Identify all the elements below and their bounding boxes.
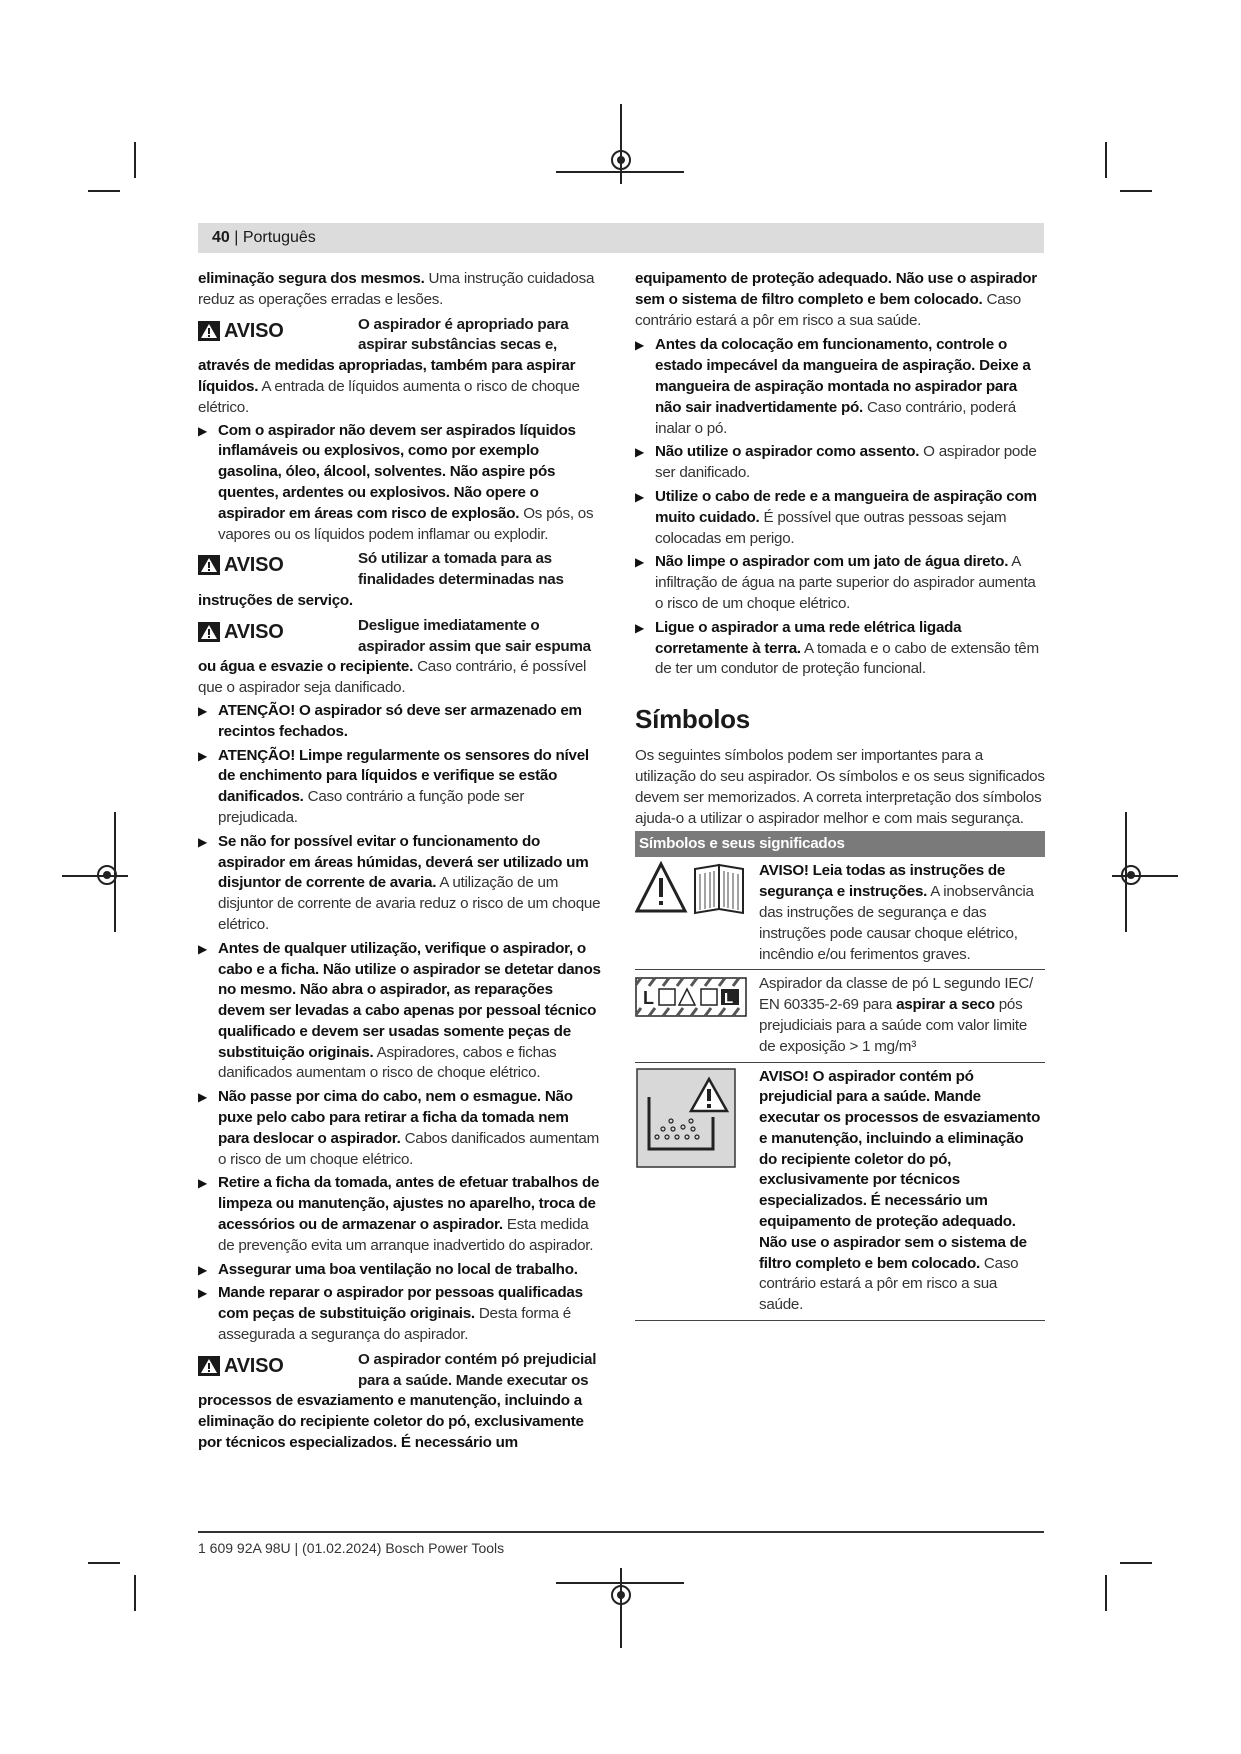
crop-mark bbox=[620, 1568, 622, 1648]
warning-block bbox=[198, 1350, 603, 1392]
warning-head: O aspirador é apropriado para aspirar substâncias secas e, bbox=[358, 315, 569, 354]
harmful-dust-container-icon bbox=[635, 1067, 759, 1317]
header-language: Português bbox=[242, 229, 316, 246]
warning-head: Só utilizar a tomada para as finalidades determinadas nas bbox=[358, 550, 564, 589]
bullet-item: ▶ Antes de qualquer utilização, verifique o aspirador, o cabo e a ficha. Não utilize o aspirador se detetar danos no mesmo. Não abra o aspirador, as reparações devem ser levadas a cabo apenas por pessoal técnico qualificado e devem ser usadas somente peças de substituição originais. Aspiradores, cabos e fichas danificados aumentam o risco de choque elétrico. bbox=[198, 939, 601, 1082]
warning-signal bbox=[198, 1354, 358, 1378]
bullet-item: ▶ Mande reparar o aspirador por pessoas qualificadas com peças de substituição originais. Desta forma é assegurada a segurança do aspirador. bbox=[198, 1284, 583, 1344]
table-row bbox=[635, 857, 1045, 970]
header-separator: | bbox=[229, 229, 243, 246]
row-text: AVISO! Leia todas as instruções de segurança e instruções. A inobservância das instruções de segurança e das instruções pode causar choque elétrico, incêndio e/ou ferimentos graves. bbox=[759, 862, 1034, 963]
page-header bbox=[198, 223, 1044, 253]
warning-signal bbox=[198, 553, 358, 577]
page-number: 40 bbox=[212, 229, 230, 246]
bullet-item: ▶ Com o aspirador não devem ser aspirados líquidos inflamáveis ou explosivos, como por exemplo gasolina, óleo, álcool, solventes. Não aspire pós quentes, ardentes ou explosivos. Não opere o aspirador em áreas com risco de explosão. Os pós, os vapores ou os líquidos podem inflamar ou explodir. bbox=[198, 421, 594, 543]
row-text: AVISO! O aspirador contém pó prejudicial para a saúde. Mande executar os processos de esvaziamento e manutenção, incluindo a eliminação do recipiente coletor do pó, exclusivamente por técnicos especializados. É necessário um equipamento de proteção adequado. Não use o aspirador sem o sistema de filtro completo e bem colocado. Caso contrário estará a pôr em risco a sua saúde. bbox=[759, 1067, 1041, 1314]
crop-mark bbox=[134, 142, 136, 178]
footer-divider bbox=[198, 1531, 1044, 1533]
bullet-arrow-icon: ▶ bbox=[635, 338, 644, 353]
bullet-arrow-icon: ▶ bbox=[198, 941, 207, 956]
row-text: Aspirador da classe de pó L segundo IEC/ EN 60335-2-69 para aspirar a seco pós prejudiciais para a saúde com valor limite de exposição > 1 mg/m³ bbox=[759, 975, 1033, 1055]
warning-block bbox=[198, 315, 603, 357]
bullet-arrow-icon: ▶ bbox=[635, 555, 644, 570]
crop-mark bbox=[1105, 142, 1107, 178]
bullet-arrow-icon: ▶ bbox=[198, 834, 207, 849]
registration-mark-icon bbox=[608, 1582, 634, 1608]
warning-signal bbox=[198, 319, 358, 343]
warning-label: AVISO bbox=[224, 554, 284, 577]
registration-mark-icon bbox=[1118, 862, 1144, 888]
warning-block bbox=[198, 549, 603, 591]
table-row bbox=[635, 1063, 1045, 1322]
table-row bbox=[635, 970, 1045, 1062]
right-intro: equipamento de proteção adequado. Não use o aspirador sem o sistema de filtro completo e bem colocado. Caso contrário estará a pôr em risco a sua saúde. bbox=[635, 270, 1037, 329]
bullet-item: ▶ Se não for possível evitar o funcionamento do aspirador em áreas húmidas, deverá ser utilizado um disjuntor de corrente de avaria. A utilização de um disjuntor de corrente de avaria reduz o risco de um choque elétrico. bbox=[198, 832, 601, 933]
dust-class-l-icon bbox=[635, 974, 759, 1057]
dust-class-letter: L bbox=[643, 988, 654, 1009]
page-footer: 1 609 92A 98U | (01.02.2024) Bosch Power Tools bbox=[198, 1540, 505, 1556]
warning-read-manual-icon bbox=[635, 861, 759, 965]
warning-signal bbox=[198, 620, 358, 644]
bullet-arrow-icon: ▶ bbox=[198, 748, 207, 763]
bullet-arrow-icon: ▶ bbox=[635, 489, 644, 504]
bullet-item: ▶ ATENÇÃO! Limpe regularmente os sensores do nível de enchimento para líquidos e verifique se estão danificados. Caso contrário a função pode ser prejudicada. bbox=[198, 746, 589, 826]
warning-triangle-icon bbox=[198, 555, 220, 575]
crop-mark bbox=[88, 1562, 120, 1564]
warning-triangle-icon bbox=[198, 1356, 220, 1376]
right-column bbox=[635, 269, 1045, 1321]
crop-mark bbox=[1120, 190, 1152, 192]
warning-continuation: ou água e esvazie o recipiente. Caso contrário, é possível que o aspirador seja danificado. bbox=[198, 658, 587, 697]
bullet-item: ▶ Não utilize o aspirador como assento. O aspirador pode ser danificado. bbox=[635, 443, 1037, 482]
bullet-item: ▶ Ligue o aspirador a uma rede elétrica ligada corretamente à terra. A tomada e o cabo de extensão têm de ter um condutor de proteção funcional. bbox=[635, 618, 1039, 678]
bullet-arrow-icon: ▶ bbox=[198, 703, 207, 718]
crop-mark bbox=[88, 190, 120, 192]
warning-label: AVISO bbox=[224, 319, 284, 342]
registration-mark-icon bbox=[94, 862, 120, 888]
warning-block bbox=[198, 616, 603, 658]
bullet-arrow-icon: ▶ bbox=[198, 423, 207, 438]
bullet-arrow-icon: ▶ bbox=[198, 1090, 207, 1105]
crop-mark bbox=[1120, 1562, 1152, 1564]
warning-continuation: processos de esvaziamento e manutenção, incluindo a eliminação do recipiente coletor do pó, exclusivamente por técnicos especializados. É necessário um bbox=[198, 1392, 584, 1452]
left-intro: eliminação segura dos mesmos. Uma instrução cuidadosa reduz as operações erradas e lesões. bbox=[198, 270, 595, 308]
bullet-item: ▶ ATENÇÃO! O aspirador só deve ser armazenado em recintos fechados. bbox=[198, 701, 582, 740]
crop-mark bbox=[134, 1575, 136, 1611]
bullet-item: ▶ Retire a ficha da tomada, antes de efetuar trabalhos de limpeza ou manutenção, ajustes no aparelho, troca de acessórios ou de armazenar o aspirador. Esta medida de prevenção evita um arranque inadvertido do aspirador. bbox=[198, 1174, 600, 1254]
left-column bbox=[198, 269, 603, 1456]
symbols-table-header: Símbolos e seus significados bbox=[635, 831, 1045, 857]
warning-continuation: instruções de serviço. bbox=[198, 591, 353, 609]
bullet-item: ▶ Utilize o cabo de rede e a mangueira de aspiração com muito cuidado. É possível que outras pessoas sejam colocadas em perigo. bbox=[635, 487, 1037, 547]
bullet-item: ▶ Não passe por cima do cabo, nem o esmague. Não puxe pelo cabo para retirar a ficha da tomada nem para deslocar o aspirador. Cabos danificados aumentam o risco de um choque elétrico. bbox=[198, 1088, 599, 1168]
bullet-item: ▶ Não limpe o aspirador com um jato de água direto. A infiltração de água na parte superior do aspirador aumenta o risco de um choque elétrico. bbox=[635, 553, 1036, 612]
crop-mark bbox=[1105, 1575, 1107, 1611]
warning-triangle-icon bbox=[198, 622, 220, 642]
warning-label: AVISO bbox=[224, 620, 284, 643]
bullet-arrow-icon: ▶ bbox=[198, 1286, 207, 1301]
symbols-intro: Os seguintes símbolos podem ser importantes para a utilização do seu aspirador. Os símbolos e os seus significados devem ser memorizados. A correta interpretação dos símbolos ajuda-o a utilizar o aspirador melhor e com mais segurança. bbox=[635, 747, 1045, 827]
bullet-arrow-icon: ▶ bbox=[198, 1262, 207, 1277]
registration-mark-icon bbox=[608, 147, 634, 173]
dust-class-letter: L bbox=[724, 990, 733, 1008]
warning-continuation: através de medidas apropriadas, também para aspirar líquidos. A entrada de líquidos aumenta o risco de choque elétrico. bbox=[198, 357, 580, 416]
warning-head: Desligue imediatamente o aspirador assim que sair espuma bbox=[358, 616, 591, 655]
bullet-arrow-icon: ▶ bbox=[635, 620, 644, 635]
bullet-item: ▶ Assegurar uma boa ventilação no local de trabalho. bbox=[198, 1260, 603, 1281]
section-title: Símbolos bbox=[635, 704, 751, 735]
warning-label: AVISO bbox=[224, 1354, 284, 1377]
bullet-arrow-icon: ▶ bbox=[635, 445, 644, 460]
warning-triangle-icon bbox=[198, 321, 220, 341]
bullet-arrow-icon: ▶ bbox=[198, 1176, 207, 1191]
warning-head: O aspirador contém pó prejudicial para a saúde. Mande executar os bbox=[358, 1350, 597, 1389]
bullet-item: ▶ Antes da colocação em funcionamento, controle o estado impecável da mangueira de aspiração. Deixe a mangueira de aspiração montada no aspirador para não sair inadvertidamente pó. Caso contrário, poderá inalar o pó. bbox=[635, 336, 1031, 437]
